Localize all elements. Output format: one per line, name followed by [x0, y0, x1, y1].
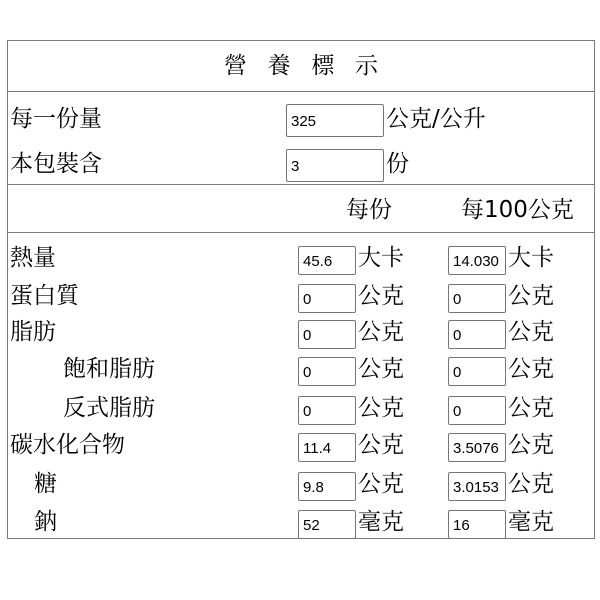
- calories-per-100g-input[interactable]: [448, 246, 506, 275]
- calories-per-serving-input[interactable]: [298, 246, 356, 275]
- saturated-fat-per-100g-input[interactable]: [448, 357, 506, 386]
- protein-per-serving-unit: 公克: [358, 283, 404, 309]
- serving-size-label: 每一份量: [10, 106, 102, 132]
- serving-size-unit: 公克/公升: [386, 106, 486, 132]
- sugar-per-100g-unit: 公克: [508, 471, 554, 497]
- carbohydrate-per-serving-unit: 公克: [358, 432, 404, 458]
- sugar-per-serving-unit: 公克: [358, 471, 404, 497]
- carbohydrate-per-serving-input[interactable]: [298, 433, 356, 462]
- saturated-fat-per-100g-unit: 公克: [508, 356, 554, 382]
- sodium-per-serving-unit: 毫克: [358, 509, 404, 535]
- nutrient-label-sodium: 鈉: [34, 509, 57, 535]
- nutrition-label-panel: [7, 40, 595, 539]
- trans-fat-per-100g-input[interactable]: [448, 396, 506, 425]
- column-header-per-100g: 每100公克: [461, 197, 574, 223]
- trans-fat-per-serving-input[interactable]: [298, 396, 356, 425]
- column-header-per-serving: 每份: [346, 197, 392, 223]
- title-divider: [8, 91, 594, 92]
- serving-divider: [8, 184, 594, 185]
- sodium-per-100g-input[interactable]: [448, 510, 506, 539]
- trans-fat-per-100g-unit: 公克: [508, 395, 554, 421]
- nutrient-label-saturated-fat: 飽和脂肪: [63, 356, 155, 382]
- trans-fat-per-serving-unit: 公克: [358, 395, 404, 421]
- header-divider: [8, 232, 594, 233]
- fat-per-100g-input[interactable]: [448, 320, 506, 349]
- nutrient-label-fat: 脂肪: [10, 319, 56, 345]
- sodium-per-100g-unit: 毫克: [508, 509, 554, 535]
- nutrient-label-trans-fat: 反式脂肪: [63, 395, 155, 421]
- servings-count-input[interactable]: [286, 149, 384, 182]
- panel-title: 營養標示: [223, 53, 399, 79]
- nutrient-label-calories: 熱量: [10, 245, 56, 271]
- saturated-fat-per-serving-input[interactable]: [298, 357, 356, 386]
- nutrient-label-carbohydrate: 碳水化合物: [10, 432, 125, 458]
- serving-size-input[interactable]: [286, 104, 384, 137]
- protein-per-100g-input[interactable]: [448, 284, 506, 313]
- carbohydrate-per-100g-input[interactable]: [448, 433, 506, 462]
- servings-count-unit: 份: [386, 151, 409, 177]
- fat-per-serving-input[interactable]: [298, 320, 356, 349]
- sugar-per-serving-input[interactable]: [298, 472, 356, 501]
- nutrient-label-sugar: 糖: [34, 471, 57, 497]
- calories-per-100g-unit: 大卡: [508, 245, 554, 271]
- protein-per-100g-unit: 公克: [508, 283, 554, 309]
- fat-per-serving-unit: 公克: [358, 319, 404, 345]
- protein-per-serving-input[interactable]: [298, 284, 356, 313]
- calories-per-serving-unit: 大卡: [358, 245, 404, 271]
- servings-count-label: 本包裝含: [10, 151, 102, 177]
- sugar-per-100g-input[interactable]: [448, 472, 506, 501]
- sodium-per-serving-input[interactable]: [298, 510, 356, 539]
- saturated-fat-per-serving-unit: 公克: [358, 356, 404, 382]
- fat-per-100g-unit: 公克: [508, 319, 554, 345]
- nutrient-label-protein: 蛋白質: [10, 283, 79, 309]
- carbohydrate-per-100g-unit: 公克: [508, 432, 554, 458]
